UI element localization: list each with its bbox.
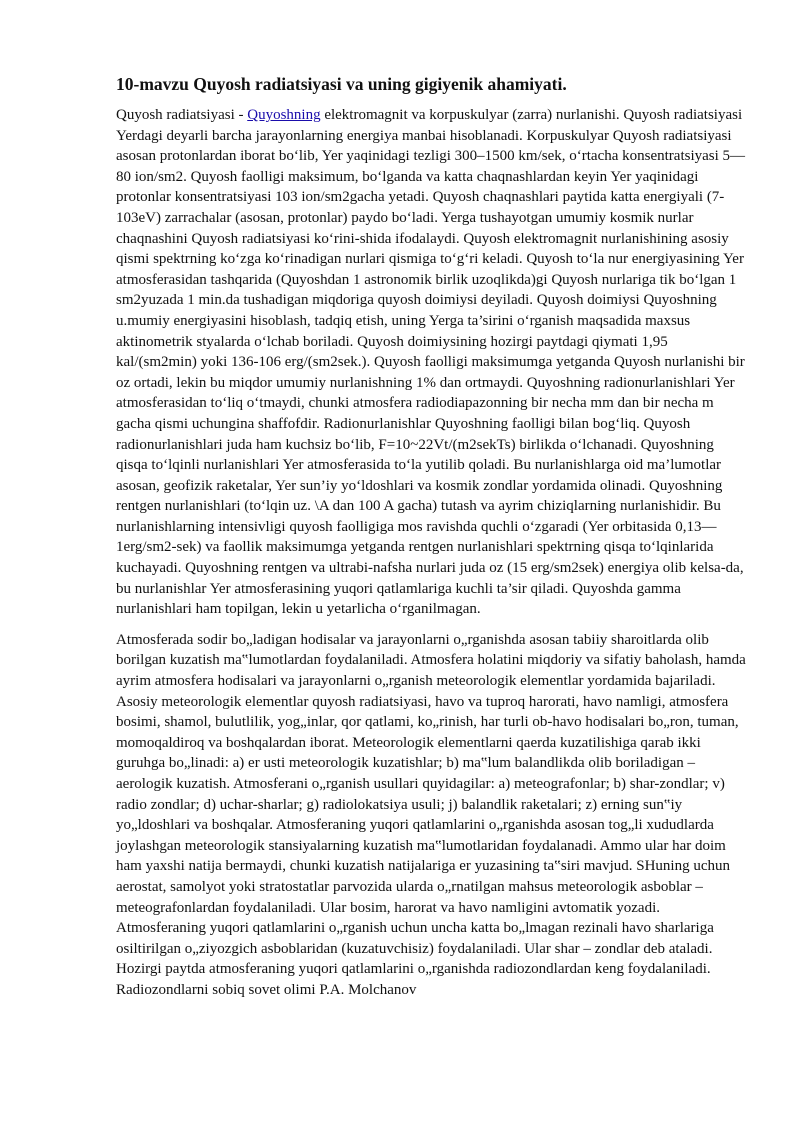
paragraph-atmosphere-observation: Atmosferada sodir bo„ladigan hodisalar va jarayonlarni o„rganishda asosan tabiiy sharoitlarda olib borilgan kuzatish ma‟lumotlardan foydalaniladi. Atmosfera holatini miqdoriy va sifatiy baholash, hamda ayrim atmosfera hodisalari va jarayonlarni o„rganish meteorologik elementlar yordamida bajariladi. Asosiy meteorologik elementlar quyosh radiatsiyasi, havo va tuproq harorati, havo namligi, atmosfera bosimi, shamol, bulutlilik, yog„inlar, qor qatlami, ko„rinish, har turli ob-havo hodisalari bo„ron, tuman, momoqaldiroq va boshqalardan iborat. Meteorologik elementlarni qaerda kuzatilishiga qarab ikki guruhga bo„linadi: a) er usti meteorologik kuzatishlar; b) ma‟lum balandlikda olib boriladigan – aerologik kuzatish. Atmosferani o„rganish usullari quyidagilar: a) meteografonlar; b) shar-zondlar; v) radio zondlar; d) uchar-sharlar; g) radiolokatsiya usuli; j) balandlik raketalari; z) erning sun‟iy yo„ldoshlari va boshqalar. Atmosferaning yuqori qatlamlarini o„rganishda asosan tog„li xududlarda joylashgan meteorologik stansiyalarning kuzatish ma‟lumotlaridan foydalanadi. Ammo ular har doim ham yaxshi natija bermaydi, chunki kuzatish natijalariga er yuzasining ta‟siri mavjud. SHuning uchun aerostat, samolyot yoki stratostatlar parvozida ularda o„rnatilgan mahsus meteorologik asboblar – meteografonlardan foydalaniladi. Ular bosim, harorat va havo namligini avtomatik yozadi. Atmosferaning yuqori qatlamlarini o„rganish uchun uncha katta bo„lmagan rezinali havo sharlariga osiltirilgan o„ziyozgich asboblaridan (kuzatuvchisiz) foydalaniladi. Ular shar – zondlar deb ataladi. Hozirgi paytda atmosferaning yuqori qatlamlarini o„rganishda radiozondlardan keng foydalaniladi. Radiozondlarni sobiq sovet olimi P.A. Molchanov [116, 631, 746, 998]
paragraph-1-body: elektromagnit va korpuskulyar (zarra) nurlanishi. Quyosh radiatsiyasi Yerdagi deyarli barcha jarayonlarning energiya manbai hisoblanadi. Korpuskulyar Quyosh radiatsiyasi asosan protonlardan iborat bo‘lib, Yer yaqinidagi tezligi 300–1500 km/sek, o‘rtacha konsentratsiyasi 5—80 ion/sm2. Quyosh faolligi maksimum, bo‘lganda va katta chaqnashlardan keyin Yer yaqinidagi protonlar konsentratsiyasi 103 ion/sm2gacha yetadi. Quyosh chaqnashlari paytida katta energiyali (7-103eV) zarrachalar (asosan, protonlar) paydo bo‘ladi. Yerga tushayotgan umumiy kosmik nurlar chaqnashini Quyosh radiatsiyasi ko‘rini-shida ifodalaydi. Quyosh elektromagnit nurlanishining asosiy qismi spektrning ko‘zga ko‘rinadigan nurlari qismiga to‘g‘ri keladi. Quyosh to‘la nur energiyasining Yer atmosferasidan tashqarida (Quyoshdan 1 astronomik birlik uzoqlikda)gi Quyosh nurlariga tik bo‘lgan 1 sm2yuzada 1 min.da tushadigan miqdoriga quyosh doimiysi deyiladi. Quyosh doimiysi Quyoshning u.mumiy energiyasini hisoblash, tadqiq etish, uning Yerga ta’sirini o‘rganish maqsadida maxsus aktinometrik styalarda o‘lchab boriladi. Quyosh doimiysining hozirgi paytdagi qiymati 1,95 kal/(sm2min) yoki 136-106 erg/(sm2sek.). Quyosh faolligi maksimumga yetganda Quyosh nurlanishi bir oz ortadi, lekin bu miqdor umumiy nurlanishning 1% dan ortmaydi. Quyoshning radionurlanishlari Yer atmosferasidan to‘liq o‘tmaydi, chunki atmosfera radiodiapazonning bir necha mm dan bir necha m gacha qismi uchungina shaffofdir. Radionurlanishlar Quyoshning faolligi bilan bog‘liq. Quyosh radionurlanishlari juda ham kuchsiz bo‘lib, F=10~22Vt/(m2sekTs) birlikda o‘lchanadi. Quyoshning qisqa to‘lqinli nurlanishlari Yer atmosferasida to‘la yutilib qoladi. Bu nurlanishlarga oid ma’lumotlar asosan, geofizik raketalar, Yer sun’iy yo‘ldoshlari va kosmik zondlar yordamida olinadi. Quyoshning rentgen nurlanishlari (to‘lqin uz. \A dan 100 A gacha) tutash va ayrim chiziqlarning nurlanishidir. Bu nurlanishlarning intensivligi quyosh faolligiga mos ravishda quchli o‘zgaradi (Yer orbitasida 0,13—1erg/sm2-sek) va faollik maksimumga yetganda rentgen nurlanishlari spektrning qisqa to‘lqinlarida kuchayadi. Quyoshning rentgen va ultrabi-nafsha nurlari juda oz (15 erg/sm2sek) energiya olib kelsa-da, bu nurlanishlar Yer atmosferasining yuqori qatlamlariga kuchli ta’sir qiladi. Quyoshda gamma nurlanishlari ham topilgan, lekin u yetarlicha o‘rganilmagan. [116, 107, 746, 618]
quyoshning-link[interactable]: Quyoshning [247, 107, 321, 123]
page-title: 10-mavzu Quyosh radiatsiyasi va uning gigiyenik ahamiyati. [116, 74, 567, 94]
paragraph-solar-radiation [116, 105, 748, 620]
document-page [116, 72, 748, 1011]
paragraph-1-intro: Quyosh radiatsiyasi - [116, 107, 248, 123]
